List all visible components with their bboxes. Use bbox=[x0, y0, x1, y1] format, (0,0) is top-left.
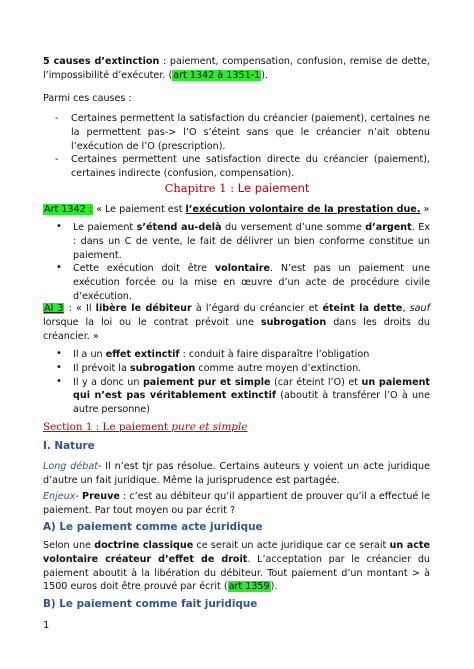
t: un paiement qui n’est pas véritablement extinctif bbox=[73, 376, 430, 402]
list-item-text: Certaines permettent la satisfaction du créancier (paiement), certaines ne la permettent pas-> l’O s’éteint sans que le créancier n’ait obtenu l’exécution de l’O (prescription). bbox=[71, 113, 430, 152]
t: un acte volontaire créateur d’effet de droit bbox=[43, 540, 430, 565]
t: (car éteint l’O) et bbox=[270, 376, 362, 388]
t: Le paiement bbox=[73, 222, 137, 233]
intro-text: : paiement, compensation, confusion, remise de dette, l’impossibilité d’exécuter. ( bbox=[43, 56, 430, 81]
al3-paragraph bbox=[43, 302, 430, 343]
page-number: 1 bbox=[43, 620, 50, 631]
t: : conduit à faire disparaître l’obligation bbox=[179, 349, 370, 360]
subsection-b-heading: B) Le paiement comme fait juridique bbox=[43, 598, 258, 610]
intro-end: ). bbox=[261, 69, 269, 81]
t: éteint la dette bbox=[322, 303, 403, 314]
list-item: • Il y a donc un paiement pur et simple (car éteint l’O) et un paiement qui n’est pas véritablement extinctif (aboutit à transférer l’O à une autre personne) bbox=[56, 375, 431, 416]
t: , bbox=[402, 303, 410, 314]
t: subrogation bbox=[129, 362, 196, 374]
t: effet extinctif bbox=[105, 349, 180, 360]
nature-heading: I. Nature bbox=[43, 440, 95, 452]
article-ref-1342-1351: art 1342 à 1351-1 bbox=[173, 69, 261, 81]
t: à l’égard du créancier et bbox=[191, 303, 323, 314]
article-ref-1342: Art 1342 : bbox=[44, 204, 93, 215]
t: paiement pur et simple bbox=[142, 376, 271, 388]
long-debat-paragraph bbox=[43, 460, 430, 488]
t: dans les droits du créancier. » bbox=[43, 316, 430, 342]
t: Section 1 : Le paiement bbox=[43, 421, 172, 433]
paiement-definition: l’exécution volontaire de la prestation due. bbox=[185, 204, 421, 215]
intro-paragraph bbox=[43, 55, 430, 83]
art1342-text: « Le paiement est bbox=[93, 204, 186, 215]
list-item: • Il prévoit la subrogation comme autre moyen d’extinction. bbox=[56, 361, 362, 374]
t: Cette exécution doit être bbox=[73, 263, 215, 275]
t: d’argent bbox=[365, 222, 412, 233]
list-item: - Certaines permettent la satisfaction du créancier (paiement), certaines ne la permettent pas-> l’O s’éteint sans que le créancier n’ait obtenu l’exécution de l’O (prescription). bbox=[55, 113, 430, 152]
t: doctrine classique bbox=[94, 540, 194, 551]
list-item: • Il a un effet extinctif : conduit à faire disparaître l’obligation bbox=[56, 348, 370, 360]
list-item: • Cette exécution doit être volontaire. N’est pas un paiement une exécution forcée ou la mise en œuvre d’un acte de procédure civile d’exécution. bbox=[56, 262, 430, 302]
t: Il a un bbox=[73, 349, 106, 360]
article-ref-1359: art 1359 bbox=[228, 581, 270, 593]
t: (aboutit à transférer l’O à une autre personne) bbox=[73, 390, 431, 416]
t: s’étend au-delà bbox=[136, 222, 222, 233]
t: Il prévoit la bbox=[73, 362, 130, 374]
list-item-text: Certaines permettent une satisfaction directe du créancier (paiement), certaines indirecte (confusion, compensation). bbox=[71, 154, 430, 180]
t: : « Il bbox=[64, 303, 96, 314]
t: libère le débiteur bbox=[95, 303, 192, 314]
art1342-paragraph bbox=[43, 203, 430, 217]
t: Preuve bbox=[82, 491, 120, 502]
chapter-prefix: Chapitre 1 : bbox=[164, 181, 238, 195]
parmi-paragraph: Parmi ces causes : bbox=[43, 93, 132, 104]
t: subrogation bbox=[260, 316, 327, 328]
bullet-list-2 bbox=[43, 348, 430, 417]
art1342-end: » bbox=[420, 204, 430, 215]
t: du versement d’une somme bbox=[221, 222, 366, 233]
t: Il y a donc un bbox=[73, 376, 143, 388]
t: . N’est pas un paiement une exécution forcée ou la mise en œuvre d’un acte de procédure civile d’exécution. bbox=[73, 263, 430, 302]
t: sauf bbox=[409, 303, 430, 314]
t: . L’acceptation par le créancier du paiement aboutit à la libération du débiteur. Tout paiement d’un montant > à 1500 euros doit être prouvé par écrit ( bbox=[43, 553, 430, 593]
alinea-ref-3: Al 3 bbox=[44, 303, 64, 314]
chapter-name: Le paiement bbox=[237, 181, 310, 195]
t: Selon une bbox=[43, 540, 95, 551]
t: lorsque la loi ou le contrat prévoit une bbox=[43, 316, 261, 328]
dash-list bbox=[43, 112, 430, 181]
t: comme autre moyen d’extinction. bbox=[195, 362, 362, 374]
bullet-list-1 bbox=[43, 221, 430, 304]
t: pure et simple bbox=[171, 421, 248, 433]
enjeux-label: Enjeux bbox=[43, 491, 76, 502]
section-1-title bbox=[43, 421, 247, 433]
t: - bbox=[75, 491, 83, 502]
t: . Ex : dans un C de vente, le fait de délivrer un bien conforme constitue un paiement. bbox=[73, 222, 430, 261]
list-item: • Le paiement s’étend au-delà du versement d’une somme d’argent. Ex : dans un C de vente, le fait de délivrer un bien conforme constitue un paiement. bbox=[56, 221, 430, 261]
list-item: - Certaines permettent une satisfaction directe du créancier (paiement), certaines indirecte (confusion, compensation). bbox=[55, 154, 430, 180]
acte-juridique-paragraph bbox=[43, 539, 430, 594]
enjeux-paragraph bbox=[43, 490, 430, 518]
t: - Il n’est tjr pas résolue. Certains auteurs y voient un acte juridique d’autre un fait juridique. Même la jurisprudence est partagée. bbox=[43, 461, 430, 486]
causes-heading: 5 causes d’extinction bbox=[43, 56, 160, 67]
t: : c’est au débiteur qu’il appartient de prouver qu’il a effectué le paiement. Par tout moyen ou par écrit ? bbox=[43, 491, 430, 516]
chapter-title bbox=[0, 181, 474, 195]
long-debat-label: Long débat bbox=[43, 461, 98, 472]
subsection-a-heading: A) Le paiement comme acte juridique bbox=[43, 521, 263, 533]
t: ce serait un acte juridique car ce serait bbox=[193, 540, 390, 551]
t: volontaire bbox=[214, 263, 270, 275]
t: ). bbox=[270, 581, 278, 593]
